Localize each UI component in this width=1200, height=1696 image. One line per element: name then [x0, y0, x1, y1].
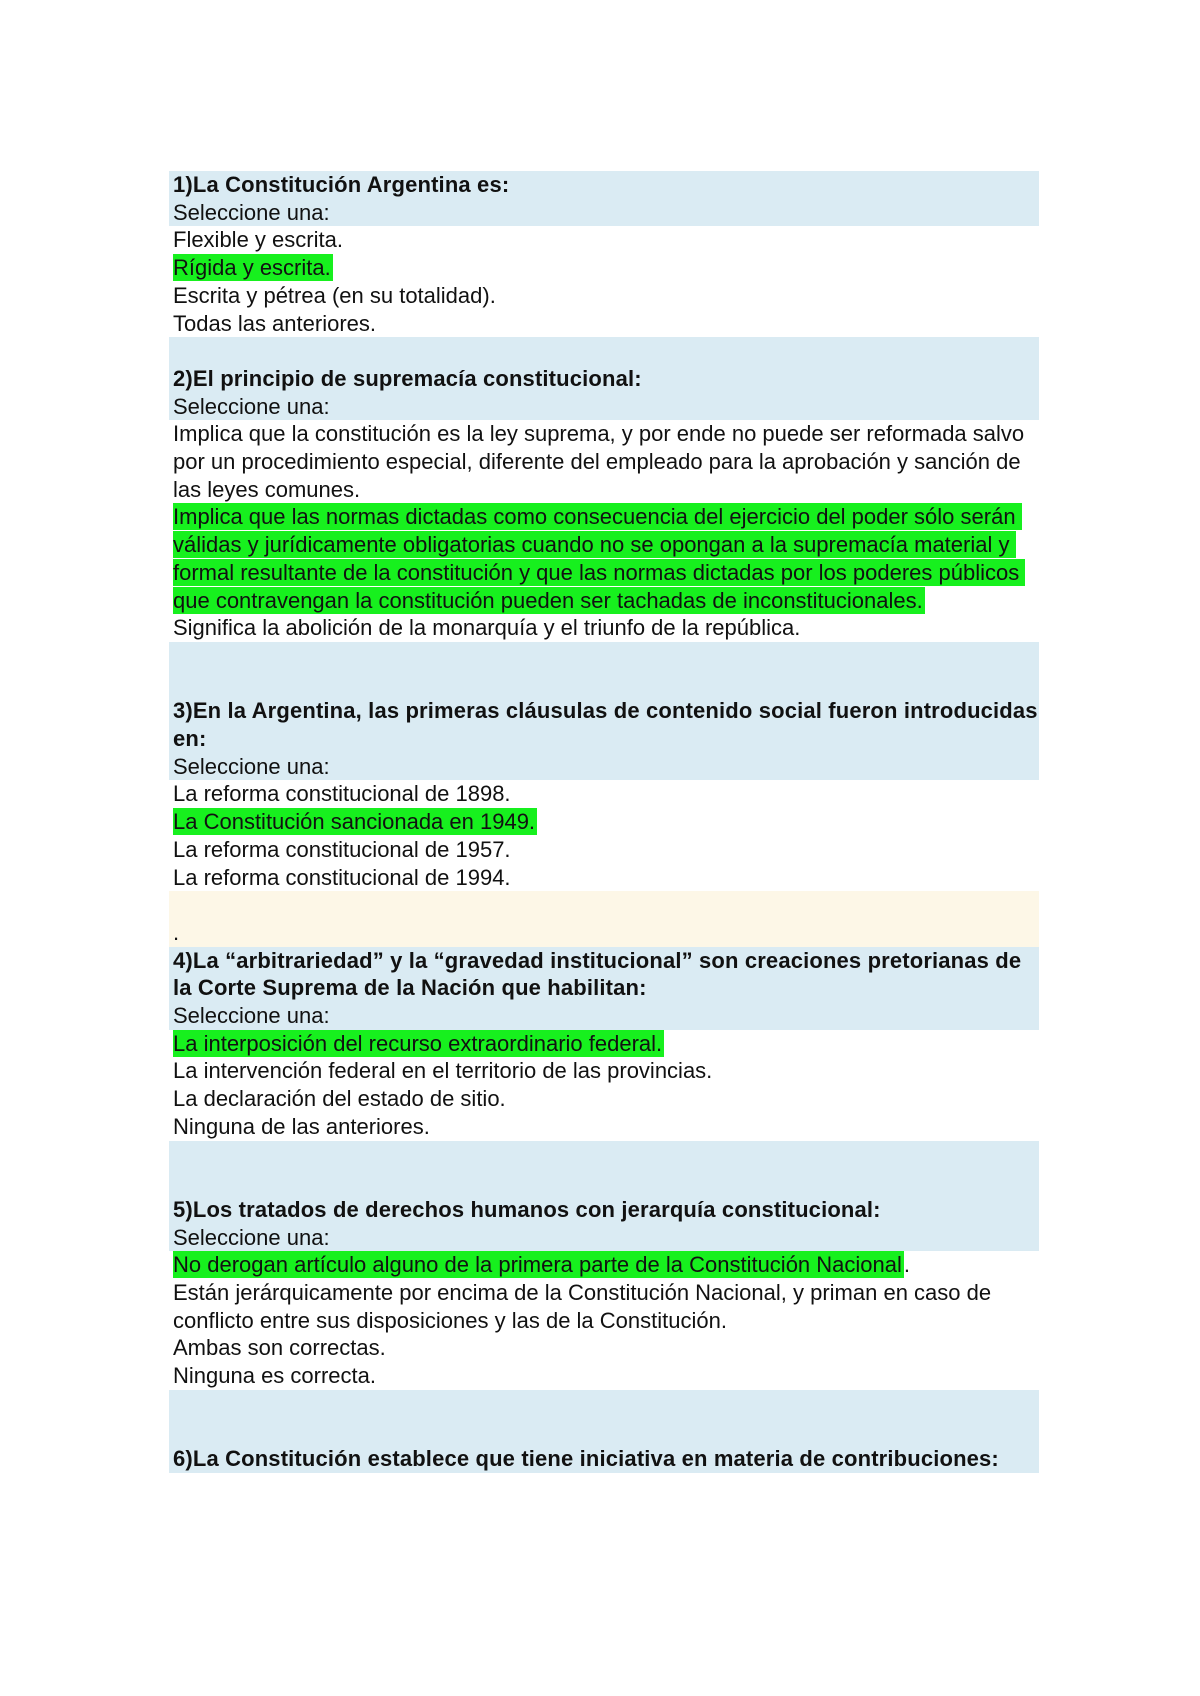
answer-option[interactable] — [169, 1362, 1039, 1390]
spacer — [173, 337, 1039, 365]
question-text: 1)La Constitución Argentina es: — [173, 172, 510, 197]
question-text: 6)La Constitución establece que tiene iniciativa en materia de contribuciones: — [173, 1446, 999, 1472]
spacer — [173, 1141, 1039, 1169]
question-block-3 — [169, 642, 1039, 891]
answer-text: La reforma constitucional de 1898. — [173, 781, 511, 807]
answer-text: Ninguna de las anteriores. — [173, 1113, 430, 1139]
question-text: 2)El principio de supremacía constitucional: — [173, 365, 642, 391]
select-prompt: Seleccione una: — [173, 199, 330, 225]
question-header-1 — [169, 171, 1039, 226]
question-text: 4)La “arbitrariedad” y la “gravedad institucional” son creaciones pretorianas de la Corte Suprema de la Nación que habilitan: — [173, 947, 1022, 1001]
answer-option[interactable] — [169, 1279, 1039, 1334]
question-header-2 — [169, 337, 1039, 420]
spacer — [173, 891, 1039, 919]
question-block-6 — [169, 1390, 1039, 1473]
answer-option[interactable] — [169, 780, 1039, 808]
answer-option-correct[interactable] — [169, 1030, 1039, 1058]
answer-option-correct[interactable] — [169, 808, 1039, 836]
question-block-2 — [169, 337, 1039, 642]
question-block-4 — [169, 891, 1039, 1140]
answer-option-correct[interactable] — [169, 254, 1039, 282]
answer-option[interactable] — [169, 864, 1039, 892]
spacer — [173, 642, 1039, 670]
answer-option[interactable] — [169, 614, 1039, 642]
highlighted-answer: Implica que las normas dictadas como consecuencia del ejercicio del poder sólo serán válidas y jurídicamente obligatorias cuando no se opongan a la supremacía material y formal resultante de la constitución y que las normas dictadas por los poderes públicos que contravengan la constitución pueden ser tachadas de inconstitucionales. — [173, 504, 1026, 613]
answer-option[interactable] — [169, 420, 1039, 503]
spacer — [173, 1418, 1039, 1446]
question-text: 5)Los tratados de derechos humanos con jerarquía constitucional: — [173, 1196, 881, 1222]
spacer — [173, 1168, 1039, 1196]
select-prompt: Seleccione una: — [173, 393, 330, 419]
select-prompt: Seleccione una: — [173, 753, 330, 779]
separator-band — [169, 891, 1039, 946]
question-header-5 — [169, 1141, 1039, 1252]
answer-option[interactable] — [169, 310, 1039, 338]
answer-text: Ambas son correctas. — [173, 1335, 386, 1361]
question-text: 3)En la Argentina, las primeras cláusulas de contenido social fueron introducidas en: — [173, 698, 1038, 752]
answer-option[interactable] — [169, 282, 1039, 310]
answer-text: Escrita y pétrea (en su totalidad). — [173, 282, 496, 308]
answer-text: Ninguna es correcta. — [173, 1363, 376, 1389]
answer-text: La reforma constitucional de 1957. — [173, 836, 511, 862]
answer-suffix: . — [903, 1252, 911, 1278]
spacer — [173, 670, 1039, 698]
question-header-6 — [169, 1390, 1039, 1473]
answer-text: Están jerárquicamente por encima de la Constitución Nacional, y priman en caso de conflicto entre sus disposiciones y las de la Constitución. — [173, 1280, 998, 1333]
highlighted-answer: Rígida y escrita. — [173, 255, 331, 281]
answer-text: Implica que la constitución es la ley suprema, y por ende no puede ser reformada salvo por un procedimiento especial, diferente del empleado para la aprobación y sanción de las leyes comunes. — [173, 421, 1031, 502]
answer-text: La declaración del estado de sitio. — [173, 1086, 506, 1112]
question-block-5 — [169, 1141, 1039, 1390]
answer-option[interactable] — [169, 226, 1039, 254]
answer-text: La intervención federal en el territorio de las provincias. — [173, 1058, 713, 1084]
answer-option[interactable] — [169, 1334, 1039, 1362]
select-prompt: Seleccione una: — [173, 1003, 330, 1029]
answer-option[interactable] — [169, 1085, 1039, 1113]
answer-text: Flexible y escrita. — [173, 227, 343, 253]
answer-text: La reforma constitucional de 1994. — [173, 864, 511, 890]
document-body — [169, 171, 1039, 1473]
question-header-3 — [169, 642, 1039, 780]
answer-option[interactable] — [169, 1113, 1039, 1141]
answer-option-correct[interactable] — [169, 1251, 1039, 1279]
answer-text: Todas las anteriores. — [173, 310, 376, 336]
answer-text: Significa la abolición de la monarquía y el triunfo de la república. — [173, 615, 801, 641]
spacer — [173, 1390, 1039, 1418]
highlighted-answer: La interposición del recurso extraordinario federal. — [173, 1030, 663, 1056]
answer-option-correct[interactable] — [169, 503, 1039, 614]
leading-mark: . — [173, 919, 180, 945]
question-block-1 — [169, 171, 1039, 337]
select-prompt: Seleccione una: — [173, 1224, 330, 1250]
highlighted-answer: No derogan artículo alguno de la primera parte de la Constitución Nacional — [173, 1252, 902, 1278]
answer-option[interactable] — [169, 836, 1039, 864]
question-header-4 — [169, 947, 1039, 1030]
answer-option[interactable] — [169, 1057, 1039, 1085]
highlighted-answer: La Constitución sancionada en 1949. — [173, 809, 536, 835]
